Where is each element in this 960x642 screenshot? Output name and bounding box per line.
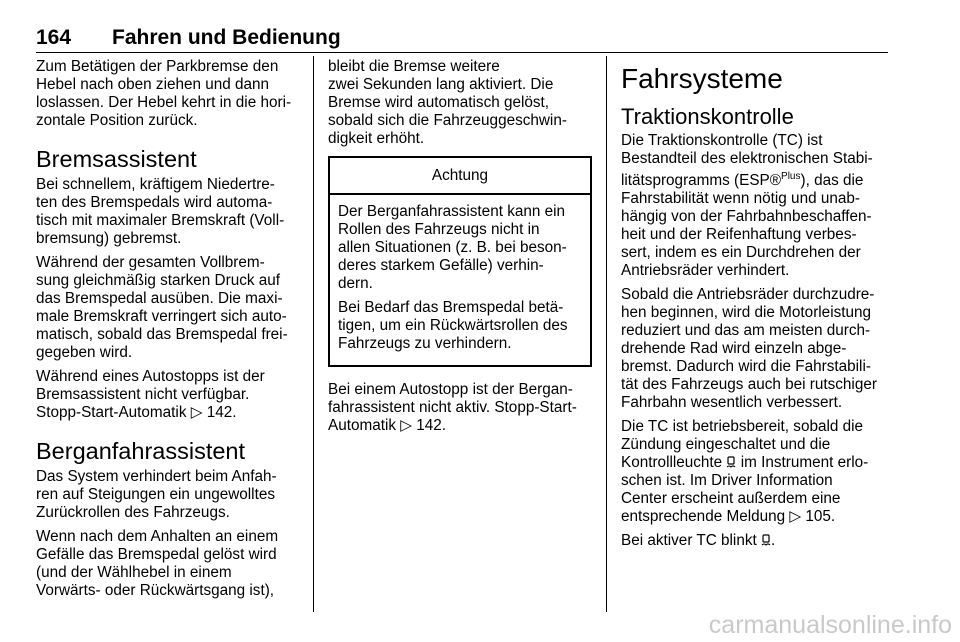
esp-plus-superscript: Plus <box>781 171 801 182</box>
autostopp-paragraph: Bei einem Autostopp ist der Bergan- fahrassistent nicht aktiv. Stopp-Start- Automatik ▷ 142. <box>328 381 577 434</box>
header-rule <box>36 52 888 53</box>
berganfahr-paragraph-2: Wenn nach dem Anhalten an einem Gefälle das Bremspedal gelöst wird (und der Wählhebel in einem Vorwärts- oder Rückwärtsgang ist), <box>36 528 279 599</box>
traktion-paragraph-4: Bei aktiver TC blinkt . <box>621 532 776 550</box>
heading-bremsassistent: Bremsassistent <box>36 146 197 172</box>
page-reference-arrow-icon: ▷ <box>400 417 413 434</box>
berganfahr-paragraph-continued: bleibt die Bremse weitere zwei Sekunden lang aktiviert. Die Bremse wird automatisch gelöst, sobald sich die Fahrzeuggeschwin- digkeit erhöht. <box>328 58 567 147</box>
driver-info-center-reference-link[interactable]: ▷ 105. <box>789 508 836 526</box>
traction-control-warning-icon <box>761 534 771 546</box>
page-reference-arrow-icon: ▷ <box>789 508 802 526</box>
heading-berganfahrassistent: Berganfahrassistent <box>36 438 246 464</box>
warning-text-1: Der Berganfahrassistent kann ein Rollen des Fahrzeugs nicht in allen Situationen (z. B. bei beson- deres starkem Gefälle) verhin- dern. <box>338 203 567 292</box>
bremsassistent-paragraph-1: Bei schnellem, kräftigem Niedertre- ten des Bremspedals wird automa- tisch mit maximaler Bremskraft (Voll- bremsung) gebremst. <box>36 176 285 247</box>
chapter-title: Fahren und Bedienung <box>112 26 341 49</box>
column-divider-1 <box>313 56 314 612</box>
bremsassistent-paragraph-2: Während der gesamten Vollbrem- sung gleichmäßig starken Druck auf das Bremspedal ausüben. Die maxi- male Bremskraft verringert sich auto- matisch, sobald das Bremspedal frei- gegeben wird. <box>36 254 288 361</box>
column-1 <box>36 58 308 606</box>
warning-title: Achtung <box>330 158 590 195</box>
parkbremse-paragraph: Zum Betätigen der Parkbremse den Hebel nach oben ziehen und dann loslassen. Der Hebel kehrt in die hori- zontale Position zurück. <box>36 58 292 129</box>
heading-fahrsysteme: Fahrsysteme <box>621 63 783 94</box>
stopp-start-reference-link[interactable]: ▷ 142. <box>400 417 447 434</box>
berganfahr-paragraph-1: Das System verhindert beim Anfah- ren auf Steigungen ein ungewolltes Zurückrollen des Fahrzeugs. <box>36 468 277 521</box>
traction-control-warning-icon <box>726 456 736 468</box>
heading-traktionskontrolle: Traktionskontrolle <box>621 104 794 129</box>
traktion-paragraph-2: Sobald die Antriebsräder durchzudre- hen beginnen, wird die Motorleistung reduziert und das am meisten durch- drehende Rad wird einzeln abge- bremst. Dadurch wird die Fahrstabili- tät des Fahrzeugs auch bei rutschiger Fahrbahn wesentlich verbessert. <box>621 286 877 412</box>
watermark: carmanualsonline.info <box>708 611 952 639</box>
page-header <box>36 26 924 50</box>
bremsassistent-paragraph-3: Während eines Autostopps ist der Bremsassistent nicht verfügbar. Stopp-Start-Automatik ▷ 142. <box>36 368 265 421</box>
column-3 <box>621 58 889 556</box>
warning-box <box>328 156 592 367</box>
traktion-paragraph-1: Die Traktionskontrolle (TC) ist Bestandteil des elektronischen Stabi- litätsprogramms (ESP®$^{Plus}$), das die Fahrstabilität wenn nötig und unab- hängig von der Fahrbahnbeschaffen- heit und der Reifenhaftung verbes- sert, indem es ein Durchdrehen der Antriebsräder verhindert. <box>621 132 873 280</box>
column-2 <box>328 58 592 441</box>
stopp-start-reference-link[interactable]: Stopp-Start-Automatik ▷ 142. <box>36 404 237 421</box>
warning-text-2: Bei Bedarf das Bremspedal betä- tigen, um ein Rückwärtsrollen des Fahrzeugs zu verhindern. <box>338 299 568 352</box>
traktion-paragraph-3: Die TC ist betriebsbereit, sobald die Zündung eingeschaltet und die Kontrollleuchte im Instrument erlo- schen ist. Im Driver Information Center erscheint außerdem eine entsprechende Meldung ▷ 105. <box>621 418 869 526</box>
page-number: 164 <box>36 26 72 49</box>
column-divider-2 <box>606 56 607 612</box>
page-reference-arrow-icon: ▷ <box>190 404 203 421</box>
